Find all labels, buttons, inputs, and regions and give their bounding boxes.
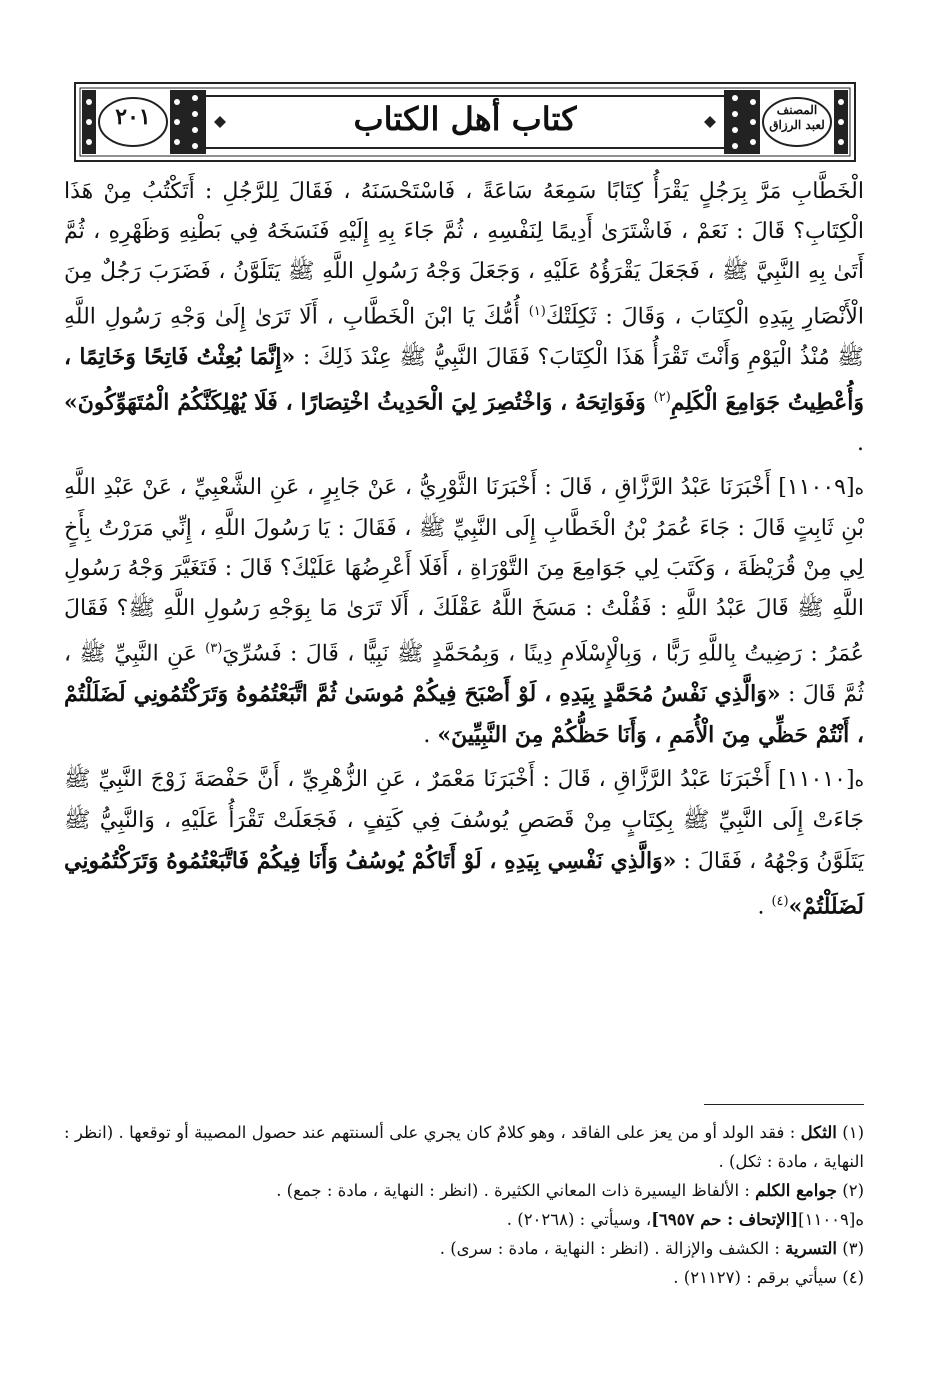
marker-symbol: ه (855, 1210, 864, 1229)
footnote-text: ، وسيأتي : (٢٠٢٦٨) . (506, 1210, 652, 1229)
hadith-entry-11009 (64, 468, 864, 756)
footnote-number: (٤) (842, 1268, 864, 1287)
marker-symbol: ه (854, 477, 864, 499)
hadith-text: «وَالَّذِي نَفْسُ مُحَمَّدٍ بِيَدِهِ ، لَوْ أَصْبَحَ فِيكُمْ مُوسَىٰ ثُمَّ اتَّبَعْتُمُوهُ وَتَرَكْتُمُونِي لَضَلَلْتُمْ ، أَنْتُمْ حَظِّي مِنَ الْأُمَمِ ، وَأَنَا حَظُّكُمْ مِنَ النَّبِيِّينَ» (64, 680, 864, 748)
page-number: ٢٠١ (115, 104, 151, 130)
text-run: أَخْبَرَنَا عَبْدُ الرَّزَّاقِ ، قَالَ : أَخْبَرَنَا مَعْمَرٌ ، عَنِ الزُّهْرِيِّ ، أَنَّ حَفْصَةَ زَوْجَ النَّبِيِّ ﷺ جَاءَتْ إِلَى النَّبِيِّ ﷺ بِكِتَابٍ مِنْ قَصَصِ يُوسُفَ فِي كَتِفٍ ، فَجَعَلَتْ تَقْرَأُ عَلَيْهِ ، وَالنَّبِيُّ ﷺ يَتَلَوَّنُ وَجْهُهُ ، فَقَالَ : (64, 766, 864, 874)
footnote-hadith-11009 (64, 1205, 864, 1234)
footnote-ref: (٣) (205, 640, 223, 656)
marker-symbol: ه (854, 769, 864, 791)
hadith-text: وَفَوَاتِحَهُ ، وَاخْتُصِرَ لِيَ الْحَدِيثُ اخْتِصَارًا ، فَلَا يُهْلِكَنَّكُمُ الْمُتَهَوِّكُونَ» (64, 389, 654, 416)
text-run: أَخْبَرَنَا عَبْدُ الرَّزَّاقِ ، قَالَ : أَخْبَرَنَا الثَّوْرِيُّ ، عَنْ جَابِرٍ ، عَنِ الشَّعْبِيِّ ، عَنْ عَبْدِ اللَّهِ بْنِ ثَابِتٍ قَالَ : جَاءَ عُمَرُ بْنُ الْخَطَّابِ إِلَى النَّبِيِّ ﷺ ، فَقَالَ : يَا رَسُولَ اللَّهِ ، إِنِّي مَرَرْتُ بِأَخٍ لِي مِنْ قُرَيْظَةَ ، وَكَتَبَ لِي جَوَامِعَ مِنَ التَّوْرَاةِ ، أَفَلَا أَعْرِضُهَا عَلَيْكَ؟ قَالَ : فَتَغَيَّرَ وَجْهُ رَسُولِ اللَّهِ ﷺ قَالَ عَبْدُ اللَّهِ : فَقُلْتُ : مَسَخَ اللَّهُ عَقْلَكَ ، أَلَا تَرَىٰ مَا بِوَجْهِ رَسُولِ اللَّهِ ﷺ؟ فَقَالَ عُمَرُ : رَضِيتُ بِاللَّهِ رَبًّا ، وَبِالْإِسْلَامِ دِينًا ، وَبِمُحَمَّدٍ ﷺ نَبِيًّا ، قَالَ : فَسُرِّيَ (64, 474, 865, 666)
footnote-term: جوامع الكلم (755, 1181, 837, 1200)
page-number-badge (74, 82, 184, 162)
chapter-title: كتاب أهل الكتاب (353, 100, 577, 138)
text-run: . (757, 894, 772, 920)
footnote-term: التسرية (785, 1239, 837, 1258)
text-run: الْخَطَّابِ مَرَّ بِرَجُلٍ يَقْرَأُ كِتَابًا سَمِعَهُ سَاعَةً ، فَاسْتَحْسَنَهُ ، فَقَالَ لِلرَّجُلِ : أَتَكْتُبُ مِنْ هَذَا الْكِتَابِ؟ قَالَ : نَعَمْ ، فَاشْتَرَىٰ أَدِيمًا لِنَفْسِهِ ، ثُمَّ جَاءَ بِهِ إِلَيْهِ فَنَسَخَهُ فِي بَطْنِهِ وَظَهْرِهِ ، ثُمَّ أَتَىٰ بِهِ النَّبِيَّ ﷺ ، فَجَعَلَ يَقْرَؤُهُ عَلَيْهِ ، وَجَعَلَ وَجْهُ رَسُولِ اللَّهِ ﷺ يَتَلَوَّنُ ، فَضَرَبَ رَجُلٌ مِنَ الْأَنْصَارِ بِيَدِهِ الْكِتَابَ ، وَقَالَ : ثَكِلَتْكَ (64, 179, 864, 330)
footnote-ref: (١) (528, 304, 546, 319)
hadith-entry-11010 (64, 760, 864, 927)
footnote-ref: (٤) (771, 893, 789, 909)
footnote-text: : الكشف والإزالة . (انظر : النهاية ، مادة : سرى) . (439, 1239, 786, 1258)
footnote-divider (704, 1104, 864, 1105)
footnote-number: (٢) (842, 1181, 864, 1200)
footnote-1 (64, 1118, 864, 1176)
hadith-number: [١١٠٠٩] (778, 474, 855, 500)
hadith-text: «إِنَّمَا بُعِثْتُ فَاتِحًا وَخَاتِمًا ، وَأُعْطِيتُ جَوَامِعَ الْكَلِمِ (64, 344, 864, 416)
text-run: أُمُّكَ يَا ابْنَ الْخَطَّابِ ، أَلَا تَرَىٰ إِلَىٰ وَجْهِ رَسُولِ اللَّهِ ﷺ مُنْذُ الْيَوْمِ وَأَنْتَ تَقْرَأُ هَذَا الْكِتَابَ؟ فَقَالَ النَّبِيُّ ﷺ عِنْدَ ذَلِكَ : (64, 304, 864, 371)
footnote-2 (64, 1176, 864, 1205)
footnote-number: (٣) (842, 1239, 864, 1258)
footnote-text: : الألفاظ اليسيرة ذات المعاني الكثيرة . (انظر : النهاية ، مادة : جمع) . (276, 1181, 756, 1200)
footnote-number: (١) (842, 1123, 864, 1142)
footnotes (64, 1118, 864, 1292)
footnote-term: [الإتحاف : حم ٦٩٥٧] (651, 1210, 799, 1229)
footnote-3 (64, 1234, 864, 1263)
book-title-badge (746, 82, 856, 162)
main-text (64, 172, 864, 927)
hadith-number: [١١٠١٠] (778, 766, 855, 792)
book-title-line-2: لعبد الرزاق (769, 118, 825, 132)
page-header (74, 82, 856, 162)
text-run: . (857, 430, 864, 456)
footnote-text: : فقد الولد أو من يعز على الفاقد ، وهو كلامٌ كان يجري على ألسنتهم عند حصول المصيبة أو توقعها . (انظر : النهاية ، مادة : ثكل) . (64, 1123, 864, 1171)
text-run: . (423, 722, 438, 748)
footnote-4 (64, 1263, 864, 1292)
book-title (742, 103, 852, 133)
hadith-text: «وَالَّذِي نَفْسِي بِيَدِهِ ، لَوْ أَتَاكُمْ يُوسُفُ وَأَنَا فِيكُمْ فَاتَّبَعْتُمُوهُ وَتَرَكْتُمُونِي لَضَلَلْتُمْ» (64, 847, 864, 920)
paragraph-continuation (64, 172, 864, 464)
footnote-number: [١١٠٠٩] (798, 1210, 856, 1229)
book-title-line-1: المصنف (776, 103, 818, 117)
footnote-text: سيأتي برقم : (٢١١٢٧) . (673, 1268, 843, 1287)
footnote-term: الثكل (800, 1123, 837, 1142)
footnote-ref: (٢) (653, 390, 671, 406)
text-run: عَنِ النَّبِيِّ ﷺ ، ثُمَّ قَالَ : (64, 640, 864, 707)
